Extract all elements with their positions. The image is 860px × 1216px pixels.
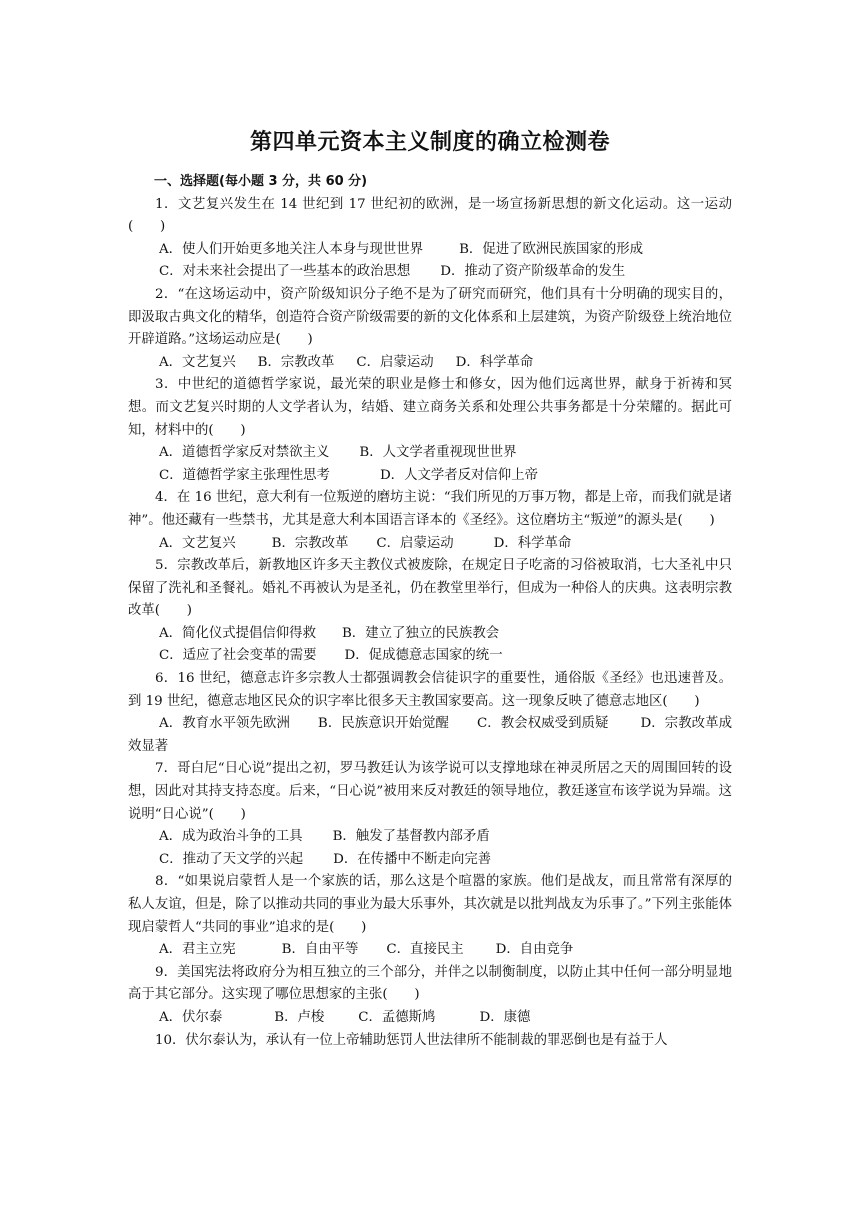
option-d[interactable]: D．康德 bbox=[479, 1009, 531, 1025]
page-title: 第四单元资本主义制度的确立检测卷 bbox=[249, 130, 610, 155]
option-b[interactable]: B．触发了基督教内部矛盾 bbox=[332, 829, 490, 845]
option-d[interactable]: D．促成德意志国家的统一 bbox=[344, 648, 503, 664]
option-d[interactable]: D．人文学者反对信仰上帝 bbox=[379, 467, 538, 483]
question-stem: 8．“如果说启蒙哲人是一个家族的话，那么这是个喧嚣的家族。他们是战友，而且常常有深厚的私人友谊，但是，除了以推动共同的事业为最大乐事外，其次就是以批判战友为乐事了。”下列主张能体现启蒙哲人“共同的事业”追求的是( ) bbox=[128, 874, 732, 935]
option-a[interactable]: A．伏尔泰 bbox=[159, 1009, 223, 1025]
question-stem: 2．“在这场运动中，资产阶级知识分子绝不是为了研究而研究，他们具有十分明确的现实目的，即汲取古典文化的精华，创造符合资产阶级需要的新的文化体系和上层建筑，为资产阶级登上统治地位开辟道路。”这场运动应是( ) bbox=[128, 286, 732, 348]
option-b[interactable]: B．建立了独立的民族教会 bbox=[341, 625, 500, 641]
option-row bbox=[128, 713, 732, 758]
question-9 bbox=[128, 962, 732, 1030]
option-d[interactable]: D．推动了资产阶级革命的发生 bbox=[440, 264, 626, 280]
option-c[interactable]: C．启蒙运动 bbox=[356, 354, 434, 370]
option-row bbox=[128, 352, 732, 375]
option-a[interactable]: A．成为政治斗争的工具 bbox=[159, 829, 303, 845]
question-stem: 1．文艺复兴发生在 14 世纪到 17 世纪初的欧洲，是一场宣扬新思想的新文化运动。这一运动( ) bbox=[128, 196, 732, 235]
option-a[interactable]: A．文艺复兴 bbox=[159, 535, 236, 551]
question-8 bbox=[128, 871, 732, 961]
option-row bbox=[128, 1007, 732, 1030]
option-a[interactable]: A．文艺复兴 bbox=[159, 354, 236, 370]
option-b[interactable]: B．民族意识开始觉醒 bbox=[317, 716, 449, 732]
exam-page bbox=[128, 126, 732, 1052]
option-c[interactable]: C．孟德斯鸠 bbox=[358, 1009, 436, 1025]
question-stem: 6．16 世纪，德意志许多宗教人士都强调教会信徒识字的重要性，通俗版《圣经》也迅速普及。到 19 世纪，德意志地区民众的识字率比很多天主教国家要高。这一现象反映了德意志地区( ) bbox=[128, 671, 732, 709]
option-row bbox=[128, 261, 732, 284]
question-4 bbox=[128, 487, 732, 555]
option-c[interactable]: C．道德哲学家主张理性思考 bbox=[159, 467, 330, 483]
option-d[interactable]: D．科学革命 bbox=[493, 535, 572, 551]
option-row bbox=[128, 826, 732, 849]
option-b[interactable]: B．宗教改革 bbox=[271, 535, 349, 551]
question-3 bbox=[128, 374, 732, 487]
question-stem: 3．中世纪的道德哲学家说，最光荣的职业是修士和修女，因为他们远离世界，献身于祈祷和冥想。而文艺复兴时期的人文学者认为，结婚、建立商务关系和处理公共事务都是十分荣耀的。据此可知，材料中的( ) bbox=[128, 377, 732, 438]
option-d[interactable]: D．宗教改革成效显著 bbox=[128, 716, 732, 754]
option-row bbox=[128, 849, 732, 872]
question-1 bbox=[128, 194, 732, 284]
question-stem: 4．在 16 世纪，意大利有一位叛逆的磨坊主说：“我们所见的万事万物，都是上帝，而我们就是诸神”。他还藏有一些禁书，尤其是意大利本国语言译本的《圣经》。这位磨坊主“叛逆”的源头是( ) bbox=[128, 490, 732, 528]
option-c[interactable]: C．对未来社会提出了一些基本的政治思想 bbox=[159, 264, 411, 280]
option-row bbox=[128, 623, 732, 646]
option-b[interactable]: B．卢梭 bbox=[274, 1009, 325, 1025]
option-row bbox=[128, 239, 732, 262]
option-d[interactable]: D．在传播中不断走向完善 bbox=[333, 851, 492, 867]
question-stem: 7．哥白尼“日心说”提出之初，罗马教廷认为该学说可以支撑地球在神灵所居之天的周围回转的设想，因此对其持支持态度。后来，“日心说”被用来反对教廷的领导地位，教廷遂宣布该学说为异端。这说明“日心说”( ) bbox=[128, 761, 732, 822]
option-a[interactable]: A．道德哲学家反对禁欲主义 bbox=[159, 445, 330, 461]
option-b[interactable]: B．自由平等 bbox=[281, 942, 359, 958]
option-row bbox=[128, 465, 732, 488]
question-6 bbox=[128, 668, 732, 758]
option-row bbox=[128, 645, 732, 668]
option-a[interactable]: A．君主立宪 bbox=[159, 942, 236, 958]
option-b[interactable]: B．人文学者重视现世世界 bbox=[359, 445, 517, 461]
question-stem: 10．伏尔泰认为，承认有一位上帝辅助惩罚人世法律所不能制裁的罪恶倒也是有益于人 bbox=[155, 1032, 668, 1048]
option-a[interactable]: A．使人们开始更多地关注人本身与现世世界 bbox=[159, 241, 424, 257]
question-10 bbox=[128, 1030, 732, 1053]
option-a[interactable]: A．简化仪式提倡信仰得救 bbox=[159, 625, 316, 641]
question-7 bbox=[128, 758, 732, 871]
option-row bbox=[128, 533, 732, 556]
question-stem: 5．宗教改革后，新教地区许多天主教仪式被废除，在规定日子吃斋的习俗被取消，七大圣礼中只保留了洗礼和圣餐礼。婚礼不再被认为是圣礼，仍在教堂里举行，但成为一种俗人的庆典。这表明宗教改革( ) bbox=[128, 558, 732, 619]
option-a[interactable]: A．教育水平领先欧洲 bbox=[159, 716, 290, 732]
option-b[interactable]: B．促进了欧洲民族国家的形成 bbox=[459, 241, 644, 257]
option-c[interactable]: C．启蒙运动 bbox=[376, 535, 454, 551]
option-c[interactable]: C．直接民主 bbox=[386, 942, 464, 958]
option-b[interactable]: B．宗教改革 bbox=[257, 354, 335, 370]
option-c[interactable]: C．适应了社会变革的需要 bbox=[159, 648, 317, 664]
option-c[interactable]: C．推动了天文学的兴起 bbox=[159, 851, 304, 867]
option-d[interactable]: D．自由竞争 bbox=[495, 942, 574, 958]
option-row bbox=[128, 442, 732, 465]
question-5 bbox=[128, 555, 732, 668]
option-c[interactable]: C．教会权威受到质疑 bbox=[476, 716, 609, 732]
question-list bbox=[128, 194, 732, 1053]
question-stem: 9．美国宪法将政府分为相互独立的三个部分，并伴之以制衡制度，以防止其中任何一部分明显地高于其它部分。这实现了哪位思想家的主张( ) bbox=[128, 964, 732, 1003]
option-d[interactable]: D．科学革命 bbox=[455, 354, 534, 370]
section-heading: 一、选择题(每小题 3 分，共 60 分) bbox=[154, 174, 368, 189]
question-2 bbox=[128, 284, 732, 374]
option-row bbox=[128, 939, 732, 962]
